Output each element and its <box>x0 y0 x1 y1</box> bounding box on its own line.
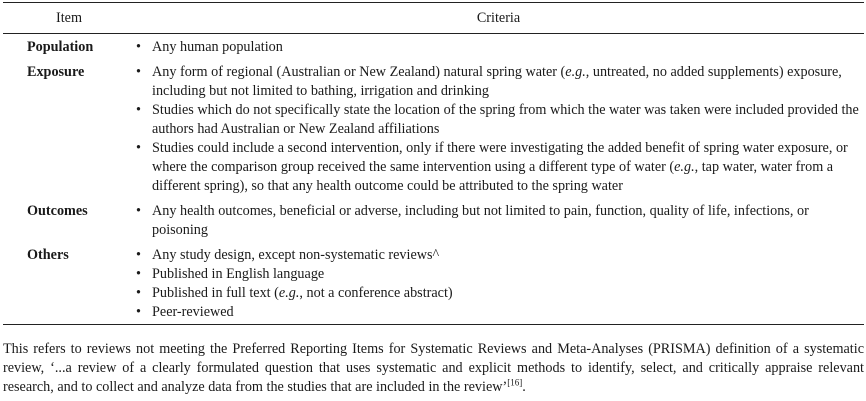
bullet-icon: • <box>136 285 141 301</box>
bullet-icon: • <box>136 64 141 80</box>
header-item: Item <box>56 9 82 26</box>
row-others <box>3 246 864 322</box>
criteria-item: • Published in English language <box>136 266 325 282</box>
criteria-item: • Published in full text (e.g., not a conference abstract) <box>136 285 453 301</box>
row-label: Exposure <box>27 64 85 80</box>
criteria-item: • Peer-reviewed <box>136 304 234 320</box>
row-exposure <box>3 63 864 196</box>
row-criteria <box>133 246 864 322</box>
table-bottom-rule <box>3 324 864 325</box>
footnote-reference: [16] <box>507 377 523 388</box>
bullet-icon: • <box>136 39 141 55</box>
bullet-icon: • <box>136 304 141 320</box>
table-header-row <box>3 3 864 33</box>
bullet-icon: • <box>136 203 141 219</box>
row-outcomes <box>3 202 864 240</box>
criteria-item: • Any form of regional (Australian or New Zealand) natural spring water (e.g., untreated, no added supplements) exposure, including but not limited to bathing, irrigation and drinking <box>136 64 842 99</box>
header-criteria: Criteria <box>476 9 521 26</box>
bullet-icon: • <box>136 266 141 282</box>
row-label: Population <box>27 39 94 55</box>
criteria-table <box>3 2 864 325</box>
row-criteria <box>133 38 864 57</box>
row-criteria <box>133 202 864 240</box>
row-label: Others <box>27 247 69 263</box>
row-criteria <box>133 63 864 196</box>
bullet-icon: • <box>136 102 141 118</box>
table-footnote <box>3 340 864 397</box>
row-population <box>3 38 864 57</box>
bullet-icon: • <box>136 247 141 263</box>
footnote-text: This refers to reviews not meeting the Preferred Reporting Items for Systematic Reviews and Meta-Analyses (PRISMA) definition of a systematic review, ‘...a review of a clearly formulated question that uses systematic and explicit methods to identify, select, and critically appraise relevant research, and to collect and analyze data from the studies that are included in the review’ <box>3 341 864 395</box>
criteria-item: • Studies could include a second intervention, only if there were investigating the added benefit of spring water exposure, or where the comparison group received the same intervention using a different type of water (e.g., tap water, water from a different spring), so that any health outcome could be attributed to the spring water <box>136 140 848 194</box>
criteria-item: • Any study design, except non-systematic reviews^ <box>136 247 440 263</box>
bullet-icon: • <box>136 140 141 156</box>
row-label: Outcomes <box>27 203 88 219</box>
criteria-item: • Any health outcomes, beneficial or adverse, including but not limited to pain, function, quality of life, infections, or poisoning <box>136 203 809 238</box>
footnote-end: . <box>522 379 526 395</box>
criteria-item: • Any human population <box>136 39 283 55</box>
table-body <box>3 34 864 324</box>
criteria-item: • Studies which do not specifically state the location of the spring from which the water was taken were included provided the authors had Australian or New Zealand affiliations <box>136 102 859 137</box>
